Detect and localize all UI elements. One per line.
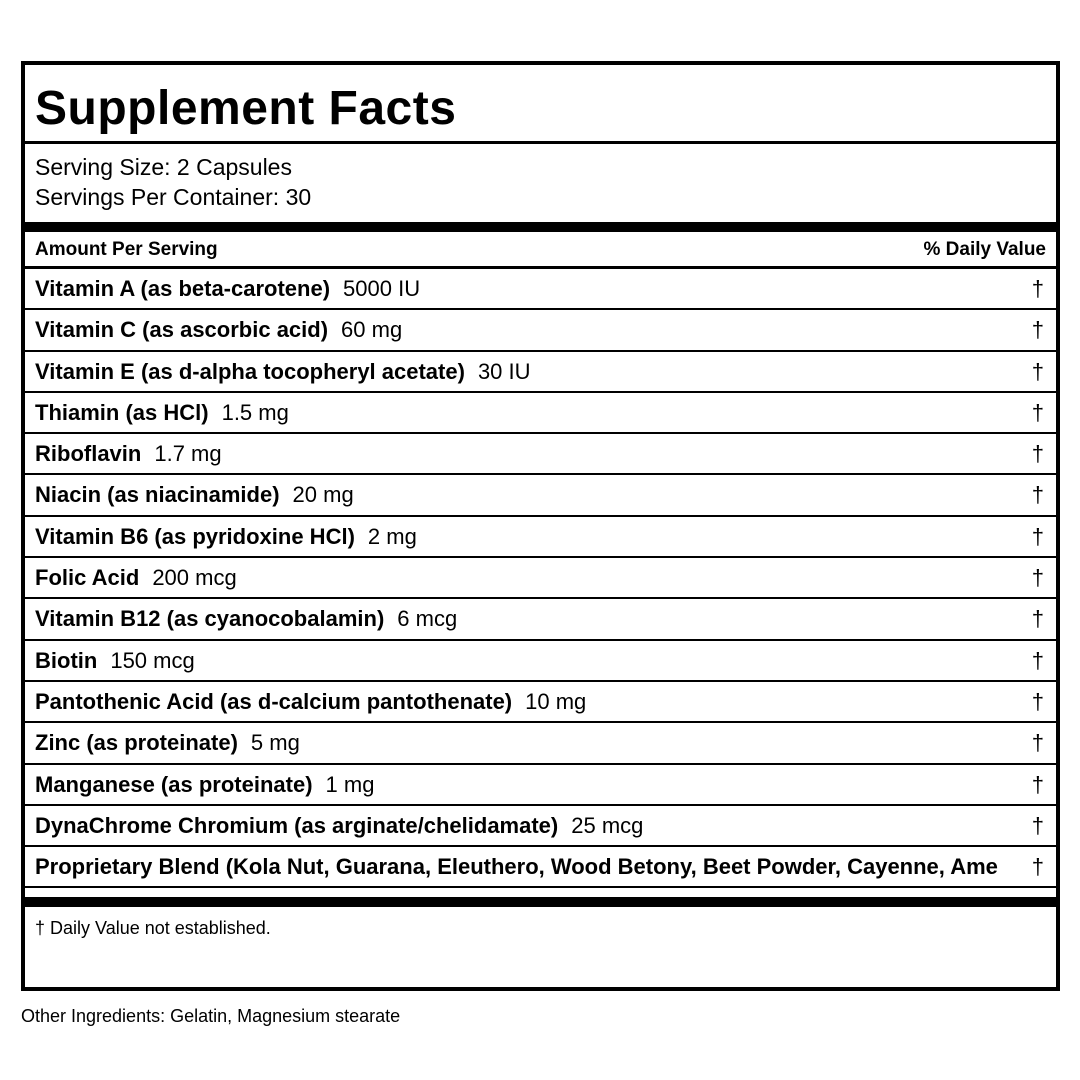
nutrient-row [25,765,1056,806]
nutrient-text [35,565,237,591]
nutrient-amount: 20 mg [292,482,354,508]
dagger-mark: † [1031,606,1044,632]
nutrient-name: Biotin [35,647,98,673]
dagger-mark: † [1031,730,1044,756]
nutrient-text [35,400,289,426]
nutrient-amount: 6 mcg [397,606,458,632]
nutrient-text [35,276,420,302]
nutrient-name: Proprietary Blend (Kola Nut, Guarana, Eleuthero, Wood Betony, Beet Powder, Cayenne, Ame [35,854,998,880]
nutrient-row [25,434,1056,475]
nutrient-row [25,517,1056,558]
nutrient-amount: 25 mcg [571,812,644,838]
nutrient-name: Pantothenic Acid (as d-calcium pantothenate) [35,688,513,714]
nutrient-text [35,606,457,632]
dagger-mark: † [1031,854,1044,880]
nutrient-row [25,475,1056,516]
nutrient-name: Folic Acid [35,565,140,591]
thick-divider-bottom [25,897,1056,907]
thick-divider-top [25,222,1056,232]
nutrient-text [35,772,374,798]
nutrient-row [25,806,1056,847]
dagger-mark: † [1031,441,1044,467]
serving-size: Serving Size: 2 Capsules [35,154,292,180]
nutrient-name: Manganese (as proteinate) [35,771,313,797]
footnote: † Daily Value not established. [35,918,271,939]
nutrient-text [35,730,300,756]
nutrient-rows [25,269,1056,888]
nutrient-row [25,352,1056,393]
nutrient-text [35,689,586,715]
title-area [25,65,1056,144]
nutrient-text [35,317,402,343]
dagger-mark: † [1031,276,1044,301]
nutrient-name: DynaChrome Chromium (as arginate/chelidamate) [35,812,559,838]
nutrient-name: Vitamin B6 (as pyridoxine HCl) [35,523,355,549]
nutrient-amount: 2 mg [367,523,417,549]
dagger-mark: † [1031,812,1044,838]
nutrient-row [25,641,1056,682]
amount-per-serving-header: Amount Per Serving [35,239,218,260]
other-ingredients: Other Ingredients: Gelatin, Magnesium stearate [21,1006,401,1026]
dagger-mark: † [1031,482,1044,508]
nutrient-name: Niacin (as niacinamide) [35,482,280,508]
dagger-mark: † [1031,358,1044,384]
nutrient-amount: 10 mg [525,688,587,714]
dagger-mark: † [1031,523,1044,549]
nutrient-amount: 1.5 mg [221,399,289,425]
nutrient-amount: 1 mg [325,771,375,797]
dagger-mark: † [1031,688,1044,714]
dagger-mark: † [1031,317,1044,343]
serving-info [25,144,1056,222]
dagger-mark: † [1031,399,1044,425]
nutrient-row [25,393,1056,434]
panel-title: Supplement Facts [35,82,457,135]
nutrient-text [35,482,354,508]
dagger-mark: † [1031,647,1044,673]
nutrient-text [35,854,998,880]
nutrient-amount: 60 mg [341,317,403,343]
footnote-area [25,907,1056,987]
nutrient-row [25,310,1056,351]
nutrient-amount: 200 mcg [152,565,237,591]
nutrient-text [35,359,531,385]
nutrient-row [25,558,1056,599]
nutrient-name: Vitamin C (as ascorbic acid) [35,317,329,343]
daily-value-header: % Daily Value [923,239,1046,260]
nutrient-row [25,269,1056,310]
nutrient-amount: 150 mcg [110,647,195,673]
nutrient-row [25,847,1056,888]
nutrient-name: Vitamin A (as beta-carotene) [35,276,331,301]
nutrient-text [35,524,417,550]
nutrient-name: Vitamin B12 (as cyanocobalamin) [35,606,385,632]
nutrient-amount: 5000 IU [343,276,421,301]
column-header-row [25,232,1056,269]
nutrient-name: Riboflavin [35,441,142,467]
dagger-mark: † [1031,771,1044,797]
servings-per-container: Servings Per Container: 30 [35,184,312,210]
dagger-mark: † [1031,565,1044,591]
nutrient-text [35,648,195,674]
nutrient-text [35,441,222,467]
nutrient-name: Thiamin (as HCl) [35,399,209,425]
nutrient-row [25,682,1056,723]
row-spacer [25,888,1056,897]
supplement-facts-panel [21,61,1060,991]
nutrient-row [25,723,1056,764]
nutrient-name: Zinc (as proteinate) [35,730,238,756]
nutrient-amount: 5 mg [250,730,300,756]
nutrient-row [25,599,1056,640]
nutrient-amount: 30 IU [477,358,531,384]
nutrient-amount: 1.7 mg [154,441,222,467]
nutrient-text [35,813,643,839]
nutrient-name: Vitamin E (as d-alpha tocopheryl acetate) [35,358,465,384]
